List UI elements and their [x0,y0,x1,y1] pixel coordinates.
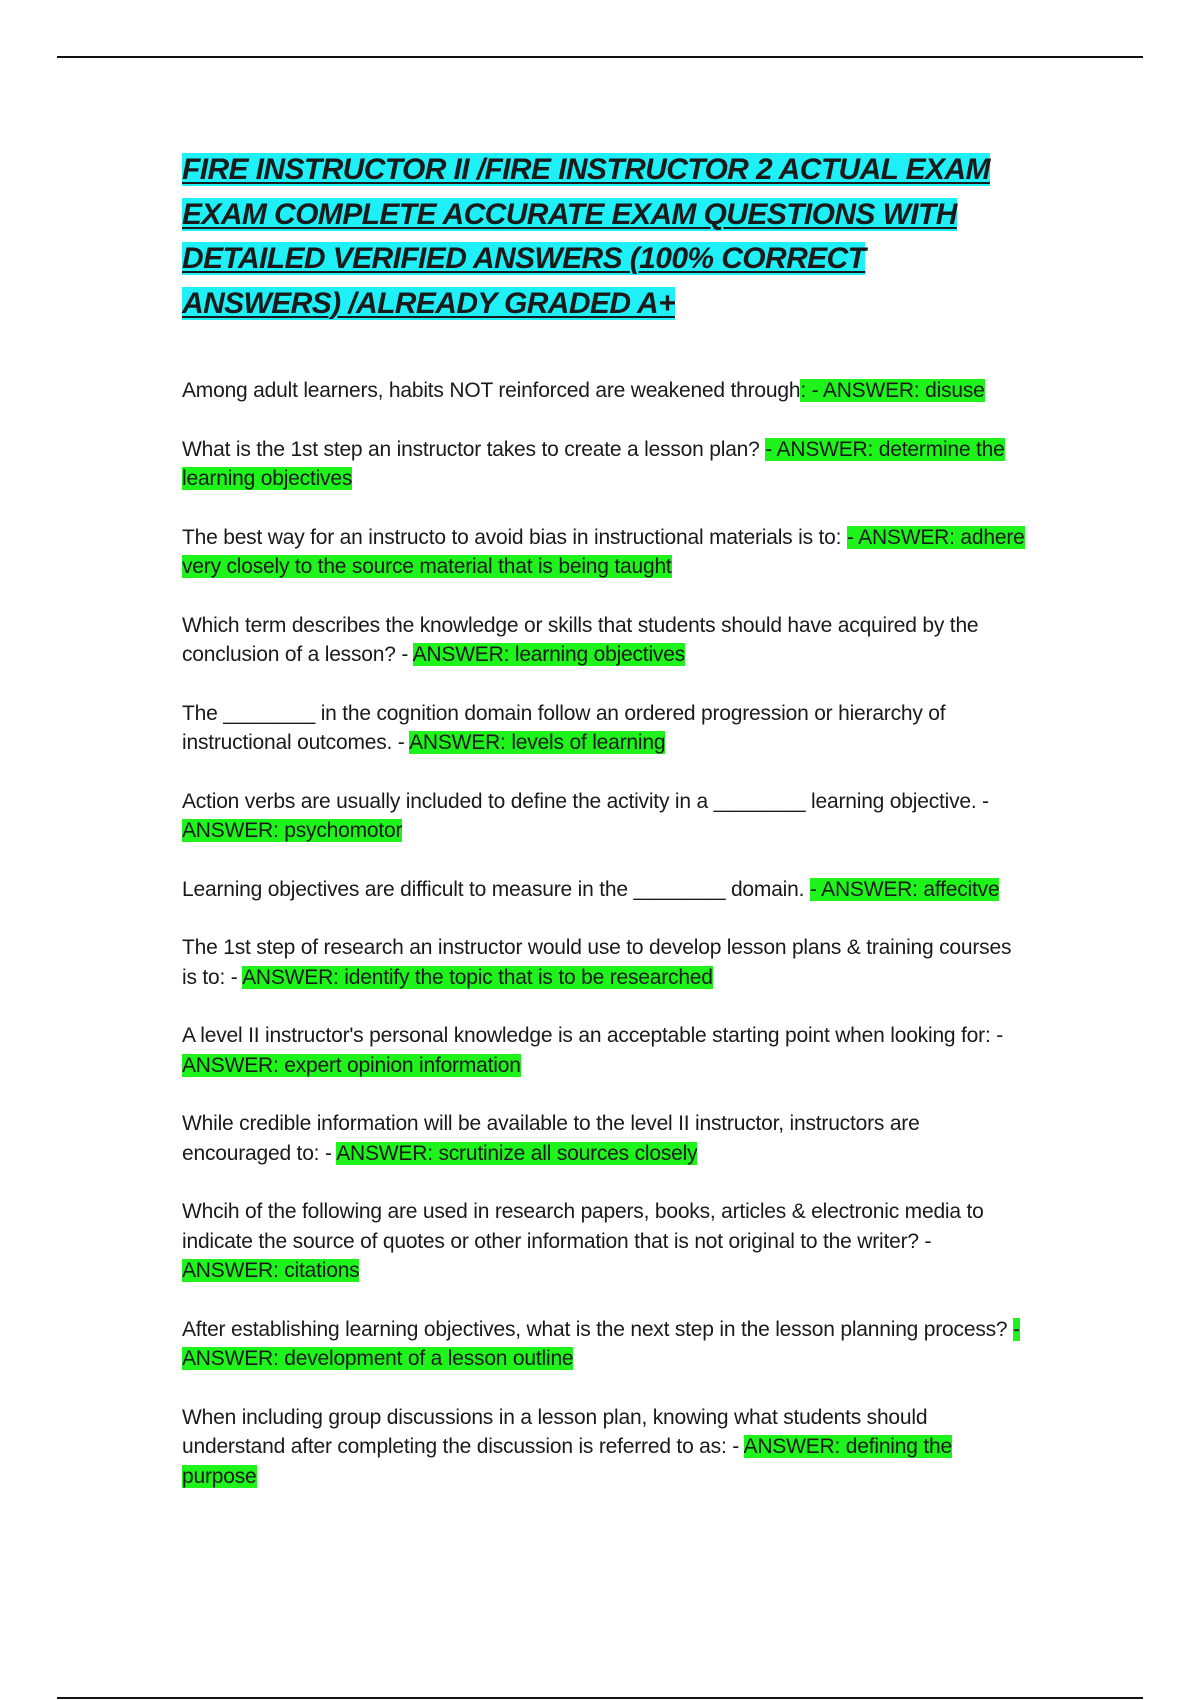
qa-item [182,933,1027,992]
answer-text: - ANSWER: development of a lesson outline [182,1317,1020,1370]
qa-item [182,1315,1027,1374]
question-text: After establishing learning objectives, what is the next step in the lesson planning process? [182,1317,1014,1341]
question-text: The best way for an instructo to avoid bias in instructional materials is to: [182,525,847,549]
question-text: Among adult learners, habits NOT reinforced are weakened through [182,379,801,402]
qa-item [182,376,1027,406]
qa-item [182,435,1027,494]
answer-text: ANSWER: psychomotor [182,819,403,842]
answer-text: ANSWER: citations [182,1259,360,1282]
qa-item [182,787,1027,846]
answer-text: ANSWER: learning objectives [412,643,685,666]
answer-text: ANSWER: levels of learning [409,731,666,754]
answer-text: ANSWER: scrutinize all sources closely [336,1141,698,1165]
question-text: Action verbs are usually included to define the activity in a ________ learning objective. - [182,789,989,813]
answer-text: - ANSWER: affecitve [809,877,1000,901]
question-text: A level II instructor's personal knowledge is an acceptable starting point when looking for: - [182,1024,1004,1047]
question-text: When including group discussions in a lesson plan, knowing what students should understand after completing the discussion is referred to as: - [182,1405,928,1458]
answer-text: ANSWER: expert opinion information [182,1053,521,1077]
qa-item [182,1197,1027,1286]
question-text: Whcih of the following are used in research papers, books, articles & electronic media to indicate the source of quotes or other information that is not original to the writer? - [182,1200,984,1253]
qa-item [182,611,1027,670]
document-body [182,148,1027,1520]
answer-text: ANSWER: identify the topic that is to be researched [242,965,713,989]
qa-item [182,523,1027,582]
answer-text: - ANSWER: determine the learning objectives [182,437,1005,490]
question-text: What is the 1st step an instructor takes to create a lesson plan? [182,437,766,461]
title-highlight: FIRE INSTRUCTOR II /FIRE INSTRUCTOR 2 ACTUAL EXAM EXAM COMPLETE ACCURATE EXAM QUESTIONS WITH DETAILED VERIFIED ANSWERS (100% CORRECT ANSWERS) /ALREADY GRADED A+ [182,153,990,320]
question-text: Learning objectives are difficult to measure in the ________ domain. [182,877,810,901]
qa-item [182,875,1027,905]
question-text: The ________ in the cognition domain follow an ordered progression or hierarchy of instructional outcomes. - [182,701,946,754]
qa-item [182,1109,1027,1168]
answer-text: : - ANSWER: disuse [800,379,985,402]
question-text: While credible information will be available to the level II instructor, instructors are encouraged to: - [182,1112,920,1165]
question-text: Which term describes the knowledge or skills that students should have acquired by the conclusion of a lesson? - [182,613,979,666]
top-rule [57,56,1143,58]
question-text: The 1st step of research an instructor would use to develop lesson plans & training courses is to: - [182,936,1012,989]
answer-text: ANSWER: defining the purpose [182,1435,952,1488]
qa-item [182,1403,1027,1492]
qa-item [182,1021,1027,1080]
document-title [182,148,1027,326]
answer-text: - ANSWER: adhere very closely to the source material that is being taught [182,525,1025,578]
bottom-rule [57,1697,1143,1699]
qa-item [182,699,1027,758]
